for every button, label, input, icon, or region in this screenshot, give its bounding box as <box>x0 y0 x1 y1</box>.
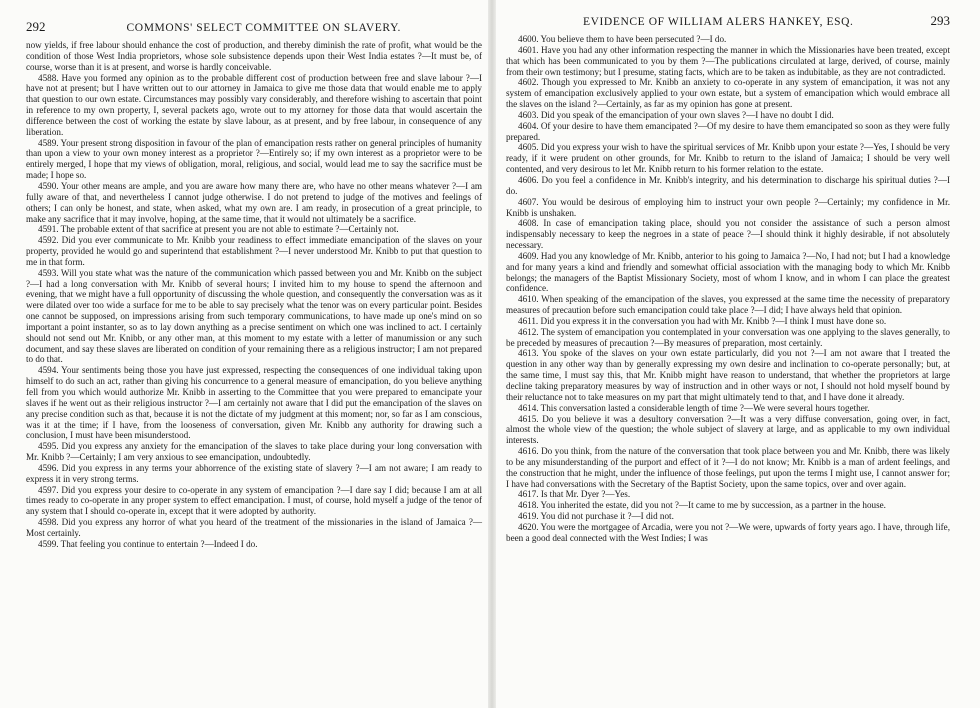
right-page <box>492 0 980 708</box>
right-page-title: EVIDENCE OF WILLIAM ALERS HANKEY, ESQ. <box>582 16 854 28</box>
paragraph: now yields, if free labour should enhance the cost of production, and thereby diminish the rate of profit, what would be the condition of those West India proprietors, whose sole subsistence depends upon their West India estates ?—It must be, of course, worse than it is at present, and worse is hardly conceivable. <box>26 40 482 72</box>
paragraph: 4612. The system of emancipation you contemplated in your conversation was one applying to the slaves generally, to be preceded by measures of precaution ?—By measures of preparation, most certainly. <box>506 326 950 348</box>
paragraph: 4589. Your present strong disposition in favour of the plan of emancipation rests rather on general principles of humanity than upon a view to your own money interest as a proprietor ?—Entirely so; if my own interest as a proprietor were to be entirely merged, I hope that my views of obligation, moral, religious, and social, would lead me to say the sacrifice must be made; I hope so. <box>26 137 482 181</box>
paragraph: 4593. Will you state what was the nature of the communication which passed between you and Mr. Knibb on the subject ?—I had a long conversation with Mr. Knibb of several hours; I invited him to my house to spend the afternoon and evening, that we might have a full opportunity of discussing the whole question, and consequently the conversation was as it were dilated over too wide a surface for me to be able to say precisely what the tenor was on every particular point. Besides one cannot be supposed, on impressions arising from such temporary communications, to have made up one's mind on so important a point instanter, so as to lay down anything as a precise sentiment on which one was inclined to act. I certainly should not send out Mr. Knibb, or any other man, at this moment to my estate with a letter of manumission or any such document, and say these slaves are liberated on condition of your remaining there as a religious instructor; I am not prepared to do that. <box>26 267 482 365</box>
paragraph: 4599. That feeling you continue to entertain ?—Indeed I do. <box>38 538 258 549</box>
right-page-number: 293 <box>930 13 950 28</box>
paragraph: 4613. You spoke of the slaves on your own estate particularly, did you not ?—I am not aware that I treated the question in any other way than by generally expressing my own desire and inclination to co-operate personally; but, at the same time, I must say this, that Mr. Knibb might have reason to understand, that whether the proprietors at large decline taking preparatory measures by way of instruction and in other ways or not, I should not hold myself bound by their reluctance not to take measures on my part that might ultimately tend to that, and I have done it already. <box>506 348 950 402</box>
paragraph: 4602. Though you expressed to Mr. Knibb an anxiety to co-operate in any system of emancipation, it was not any system of emancipation exclusively applied to your own estate, but a system of emancipation which would embrace all the slaves on the island ?—Certainly, as far as my opinion has gone at present. <box>506 77 950 110</box>
paragraph: 4604. Of your desire to have them emancipated ?—Of my desire to have them emancipated so soon as they were fully prepared. <box>506 120 950 142</box>
left-page-number: 292 <box>26 19 46 34</box>
paragraph: 4607. You would be desirous of employing him to instruct your own people ?—Certainly; my confidence in Mr. Knibb is unshaken. <box>506 196 950 218</box>
paragraph: 4614. This conversation lasted a considerable length of time ?—We were several hours together. <box>518 402 870 413</box>
paragraph: 4615. Do you believe it was a desultory conversation ?—It was a very diffuse conversation, going over, in fact, almost the whole view of the question; the whole subject of slavery at large, and as applicable to my own individual interests. <box>506 413 950 446</box>
paragraph: 4616. Do you think, from the nature of the conversation that took place between you and Mr. Knibb, there was likely to be any misunderstanding of the purport and effect of it ?—I do not know; Mr. Knibb is a man of ardent feelings, and the construction that he might, under the influence of those feelings, put upon the terms I might use, I cannot answer for; I have had conversations with the Secretary of the Baptist Society, upon the same topics, over and over again. <box>506 446 950 489</box>
paragraph: 4597. Did you express your desire to co-operate in any system of emancipation ?—I dare say I did; because I am at all times ready to co-operate in any proper system to effect emancipation. I must, of course, hold myself a judge of the tenor of any system that I should co-operate in, except that it were adopted by authority. <box>26 484 482 517</box>
right-running-head <box>506 14 950 30</box>
paragraph: 4608. In case of emancipation taking place, should you not consider the assistance of such a person almost indispensably necessary to keep the negroes in a state of peace ?—I should think it highly desirable, if not absolutely necessary. <box>506 218 950 251</box>
paragraph: 4598. Did you express any horror of what you heard of the treatment of the missionaries in the island of Jamaica ?—Most certainly. <box>26 517 482 538</box>
paragraph: 4606. Do you feel a confidence in Mr. Knibb's integrity, and his determination to discharge his spiritual duties ?—I do. <box>506 174 950 196</box>
paragraph: 4610. When speaking of the emancipation of the slaves, you expressed at the same time the necessity of preparatory measures of precaution before such emancipation could take place ?—I did; I have always held that opinion. <box>506 294 950 316</box>
paragraph: 4588. Have you formed any opinion as to the probable different cost of production between free and slave labour ?—I have not at present; but I have written out to our attorney in Jamaica to give me those data that would enable me to apply that question to our own estate. Circumstances may possibly vary considerably, and therefore wishing to ascertain that point in reference to my own property, I, several packets ago, wrote out to my attorney for those data that would ascertain the difference between the cost of working the estate by slave labour, as at present, and by free labour, in consequence of any liberation. <box>26 72 482 137</box>
paragraph: 4611. Did you express it in the conversation you had with Mr. Knibb ?—I think I must have done so. <box>518 315 887 326</box>
left-running-head <box>26 20 482 36</box>
paragraph: 4591. The probable extent of that sacrifice at present you are not able to estimate ?—Certainly not. <box>38 224 399 235</box>
paragraph: 4601. Have you had any other information respecting the manner in which the Missionaries have been treated, except that which has been communicated to you by them ?—The publications circulated at large, derived, of course, mainly from their own testimony; but I presume, stating facts, which are to be taken as indubitable, as they are not contradicted. <box>506 44 950 77</box>
right-page-text <box>506 34 950 544</box>
paragraph: 4618. You inherited the estate, did you not ?—It came to me by succession, as a partner in the house. <box>518 500 886 511</box>
paragraph: 4592. Did you ever communicate to Mr. Knibb your readiness to effect immediate emancipation of the slaves on your property, provided he would go and superintend that establishment ?—I never understood Mr. Knibb to put that question to me in that form. <box>26 235 482 267</box>
paragraph: 4609. Had you any knowledge of Mr. Knibb, anterior to his going to Jamaica ?—No, I had not; but I had a knowledge and for many years a kind and friendly and somewhat official association with the managing body to which Mr. Knibb belongs; the managers of the Baptist Missionary Society, most of whom I know, and in whom I can place the greatest confidence. <box>506 250 950 294</box>
paragraph: 4600. You believe them to have been persecuted ?—I do. <box>518 34 727 44</box>
paragraph: 4620. You were the mortgagee of Arcadia, were you not ?—We were, upwards of forty years ago. I have, through life, been a good deal connected with the West Indies; I was <box>506 521 950 543</box>
paragraph: 4596. Did you express in any terms your abhorrence of the existing state of slavery ?—I am not aware; I am ready to express it in very strong terms. <box>26 462 482 484</box>
paragraph: 4594. Your sentiments being those you have just expressed, respecting the consequences of one individual taking upon himself to do such an act, rather than giving his concurrence to a general measure of emancipation, do you believe anything fell from you which would authorize Mr. Knibb in asserting to the Committee that you were prepared to emancipate your slaves if he went out as their religious instructor ?—I am certainly not aware that I did put the emancipation of the slaves on any precise condition such as that, because it is not the dictate of my judgment at this moment; nor, so far as I am conscious, was it at the time; if I have, from the looseness of conversation, given Mr. Knibb any authority for drawing such a conclusion, I must have been misunderstood. <box>26 365 482 441</box>
paragraph: 4595. Did you express any anxiety for the emancipation of the slaves to take place during your long conversation with Mr. Knibb ?—Certainly; I am very anxious to see emancipation, undoubtedly. <box>26 441 482 463</box>
left-page-title: COMMONS' SELECT COMMITTEE ON SLAVERY. <box>126 22 401 34</box>
left-page-text <box>26 40 482 550</box>
paragraph: 4590. Your other means are ample, and you are aware how many there are, who have no other means whatever ?—I am fully aware of that, and nevertheless I cannot judge otherwise. I do not pretend to judge of the motives and feelings of others; I can only be honest, and state, when asked, what my own are. I am ready, in prosecution of a great principle, to make any sacrifice that it may involve, hoping, at the same time, that it would not ultimately be a sacrifice. <box>26 180 482 224</box>
paragraph: 4603. Did you speak of the emancipation of your own slaves ?—I have no doubt I did. <box>518 109 834 120</box>
paragraph: 4605. Did you express your wish to have the spiritual services of Mr. Knibb upon your estate ?—Yes, I should be very ready, if it were prudent on other grounds, for Mr. Knibb to return to the island of Jamaica; I should be very well contented, and very desirous to let Mr. Knibb return to his former relation to the estate. <box>506 142 950 175</box>
paragraph: 4619. You did not purchase it ?—I did not. <box>518 511 674 522</box>
paragraph: 4617. Is that Mr. Dyer ?—Yes. <box>518 489 631 500</box>
